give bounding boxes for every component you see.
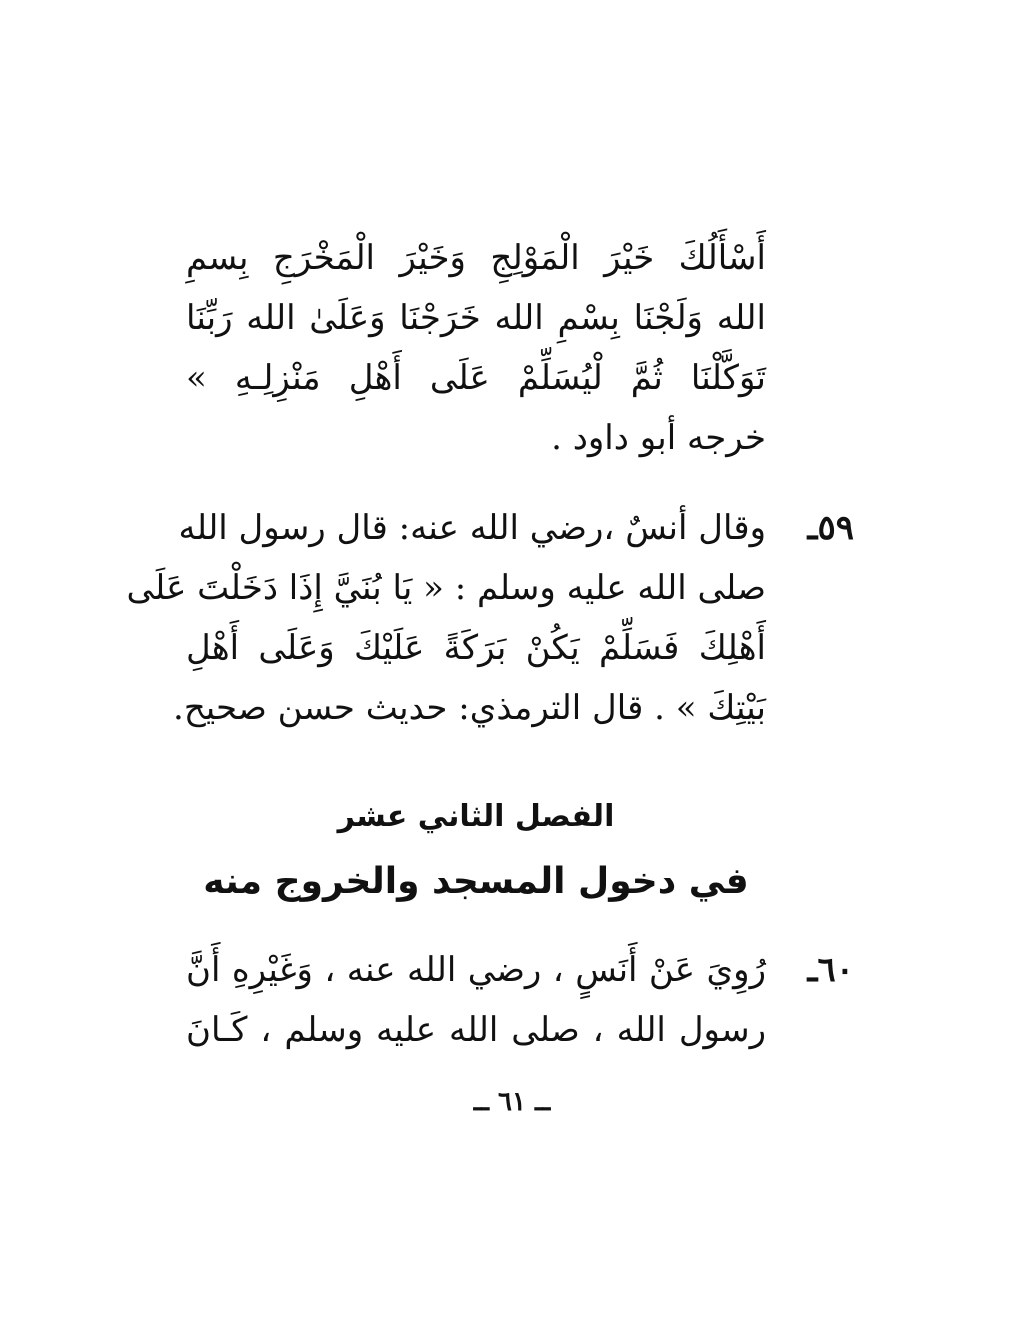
text-line: الله وَلَجْنَا بِسْمِ الله خَرَجْنَا وَعَلَىٰ الله رَبِّنَا	[186, 298, 766, 338]
text-line: بَيْتِكَ » . قال الترمذي: حديث حسن صحيح.	[173, 688, 766, 728]
text-line: رُوِيَ عَنْ أَنَسٍ ، رضي الله عنه ، وَغَيْرِهِ أَنَّ	[186, 950, 766, 990]
text-line: تَوَكَّلْنَا ثُمَّ لْيُسَلِّمْ عَلَى أَهْلِ مَنْزِلِـهِ »	[186, 358, 766, 398]
hadith-59-text	[126, 498, 766, 738]
text-line: أَسْأَلُكَ خَيْرَ الْمَوْلِجِ وَخَيْرَ الْمَخْرَجِ بِسمِ	[186, 238, 766, 278]
hadith-60-text	[186, 940, 766, 1060]
text-line: أَهْلِكَ فَسَلِّمْ يَكُنْ بَرَكَةً عَلَيْكَ وَعَلَى أَهْلِ	[186, 628, 766, 668]
chapter-subtitle: في دخول المسجد والخروج منه	[203, 861, 749, 902]
source-attribution: خرجه أبو داود .	[551, 418, 766, 458]
chapter-title: الفصل الثاني عشر	[337, 799, 615, 834]
hadith-number: ٦٠ـ	[807, 950, 854, 990]
text-line: وقال أنسٌ ،رضي الله عنه: قال رسول الله	[178, 508, 766, 548]
continued-hadith-text	[186, 228, 766, 468]
text-line: صلى الله عليه وسلم : « يَا بُنَيَّ إِذَا دَخَلْتَ عَلَى	[126, 568, 766, 608]
text-line: رسول الله ، صلى الله عليه وسلم ، كَـانَ	[186, 1010, 766, 1050]
hadith-number: ٥٩ـ	[807, 508, 854, 548]
page-number: ــ ٦١ ــ	[473, 1087, 551, 1117]
